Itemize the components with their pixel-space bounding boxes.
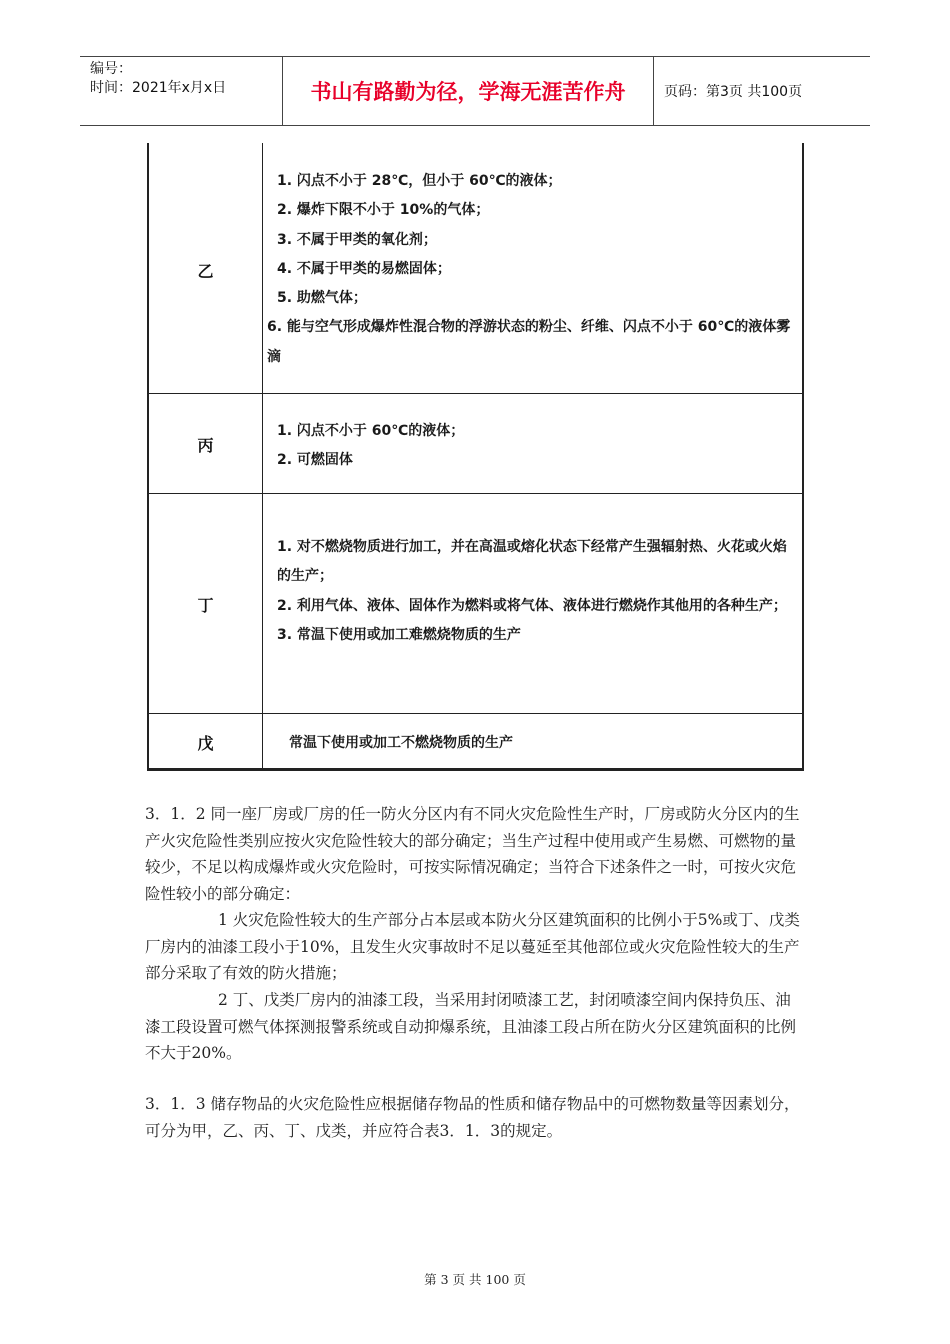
document-number-label: 编号： <box>90 61 132 77</box>
page-footer: 第 3 页 共 100 页 <box>424 1272 526 1287</box>
table-description-cell <box>277 533 792 650</box>
table-class-cell: 丁 <box>197 596 214 615</box>
table-item: 1. 对不燃烧物质进行加工，并在高温或熔化状态下经常产生强辐射热、火花或火焰的生产； <box>277 539 787 585</box>
header-motto: 书山有路勤为径，学海无涯苦作舟 <box>282 57 654 125</box>
table-column-divider <box>262 143 263 768</box>
table-item: 1. 闪点不小于 60℃的液体； <box>277 423 465 439</box>
table-item: 2. 可燃固体 <box>277 452 353 469</box>
table-row-divider <box>149 493 802 494</box>
table-item: 5. 助燃气体； <box>277 290 367 307</box>
clause-3-1-2-item-1: 1 火灾危险性较大的生产部分占本层或本防火分区建筑面积的比例小于5%或丁、戊类厂房内的油漆工段小于10%，且发生火灾事故时不足以蔓延至其他部位或火灾危险性较大的生产部分采取了有效的防火措施； <box>145 911 800 982</box>
header-page-info: 页码：第3页 共100页 <box>664 84 803 100</box>
table-class-cell: 乙 <box>197 262 214 281</box>
table-item: 2. 利用气体、液体、固体作为燃料或将气体、液体进行燃烧作其他用的各种生产； <box>277 597 787 614</box>
table-class-cell: 戊 <box>197 734 214 753</box>
table-row-divider <box>149 713 802 714</box>
table-description-cell <box>277 417 792 476</box>
clause-3-1-3: 3．1．3 储存物品的火灾危险性应根据储存物品的性质和储存物品中的可燃物数量等因素划分，可分为甲，乙、丙、丁、戊类，并应符合表3．1．3的规定。 <box>145 1095 800 1140</box>
table-row-divider <box>149 393 802 394</box>
table-item: 3. 常温下使用或加工难燃烧物质的生产 <box>277 626 521 643</box>
table-item: 3. 不属于甲类的氧化剂； <box>277 231 437 248</box>
table-item: 2. 爆炸下限不小于 10%的气体； <box>277 202 490 219</box>
table-item: 1. 闪点不小于 28℃，但小于 60℃的液体； <box>277 173 562 189</box>
table-item: 常温下使用或加工不燃烧物质的生产 <box>289 735 513 751</box>
document-time-label: 时间：2021年x月x日 <box>90 80 227 96</box>
clause-3-1-2: 3．1．2 同一座厂房或厂房的任一防火分区内有不同火灾危险性生产时，厂房或防火分区内的生产火灾危险性类别应按火灾危险性较大的部分确定；当生产过程中使用或产生易燃、可燃物的量较少，不足以构成爆炸或火灾危险时，可按实际情况确定；当符合下述条件之一时，可按火灾危险性较小的部分确定： <box>145 805 800 903</box>
clause-3-1-2-item-2: 2 丁、戊类厂房内的油漆工段，当采用封闭喷漆工艺，封闭喷漆空间内保持负压、油漆工段设置可燃气体探测报警系统或自动抑爆系统，且油漆工段占所在防火分区建筑面积的比例不大于20%。 <box>145 991 797 1062</box>
table-item: 4. 不属于甲类的易燃固体； <box>277 260 451 277</box>
table-class-cell: 丙 <box>197 436 214 455</box>
document-header <box>80 56 870 126</box>
table-description-cell <box>267 167 792 372</box>
fire-hazard-class-table <box>147 143 804 771</box>
header-meta <box>90 60 280 122</box>
table-description-cell <box>289 729 804 758</box>
table-item: 6. 能与空气形成爆炸性混合物的浮游状态的粉尘、纤维、闪点不小于 60℃的液体雾滴 <box>267 319 791 365</box>
